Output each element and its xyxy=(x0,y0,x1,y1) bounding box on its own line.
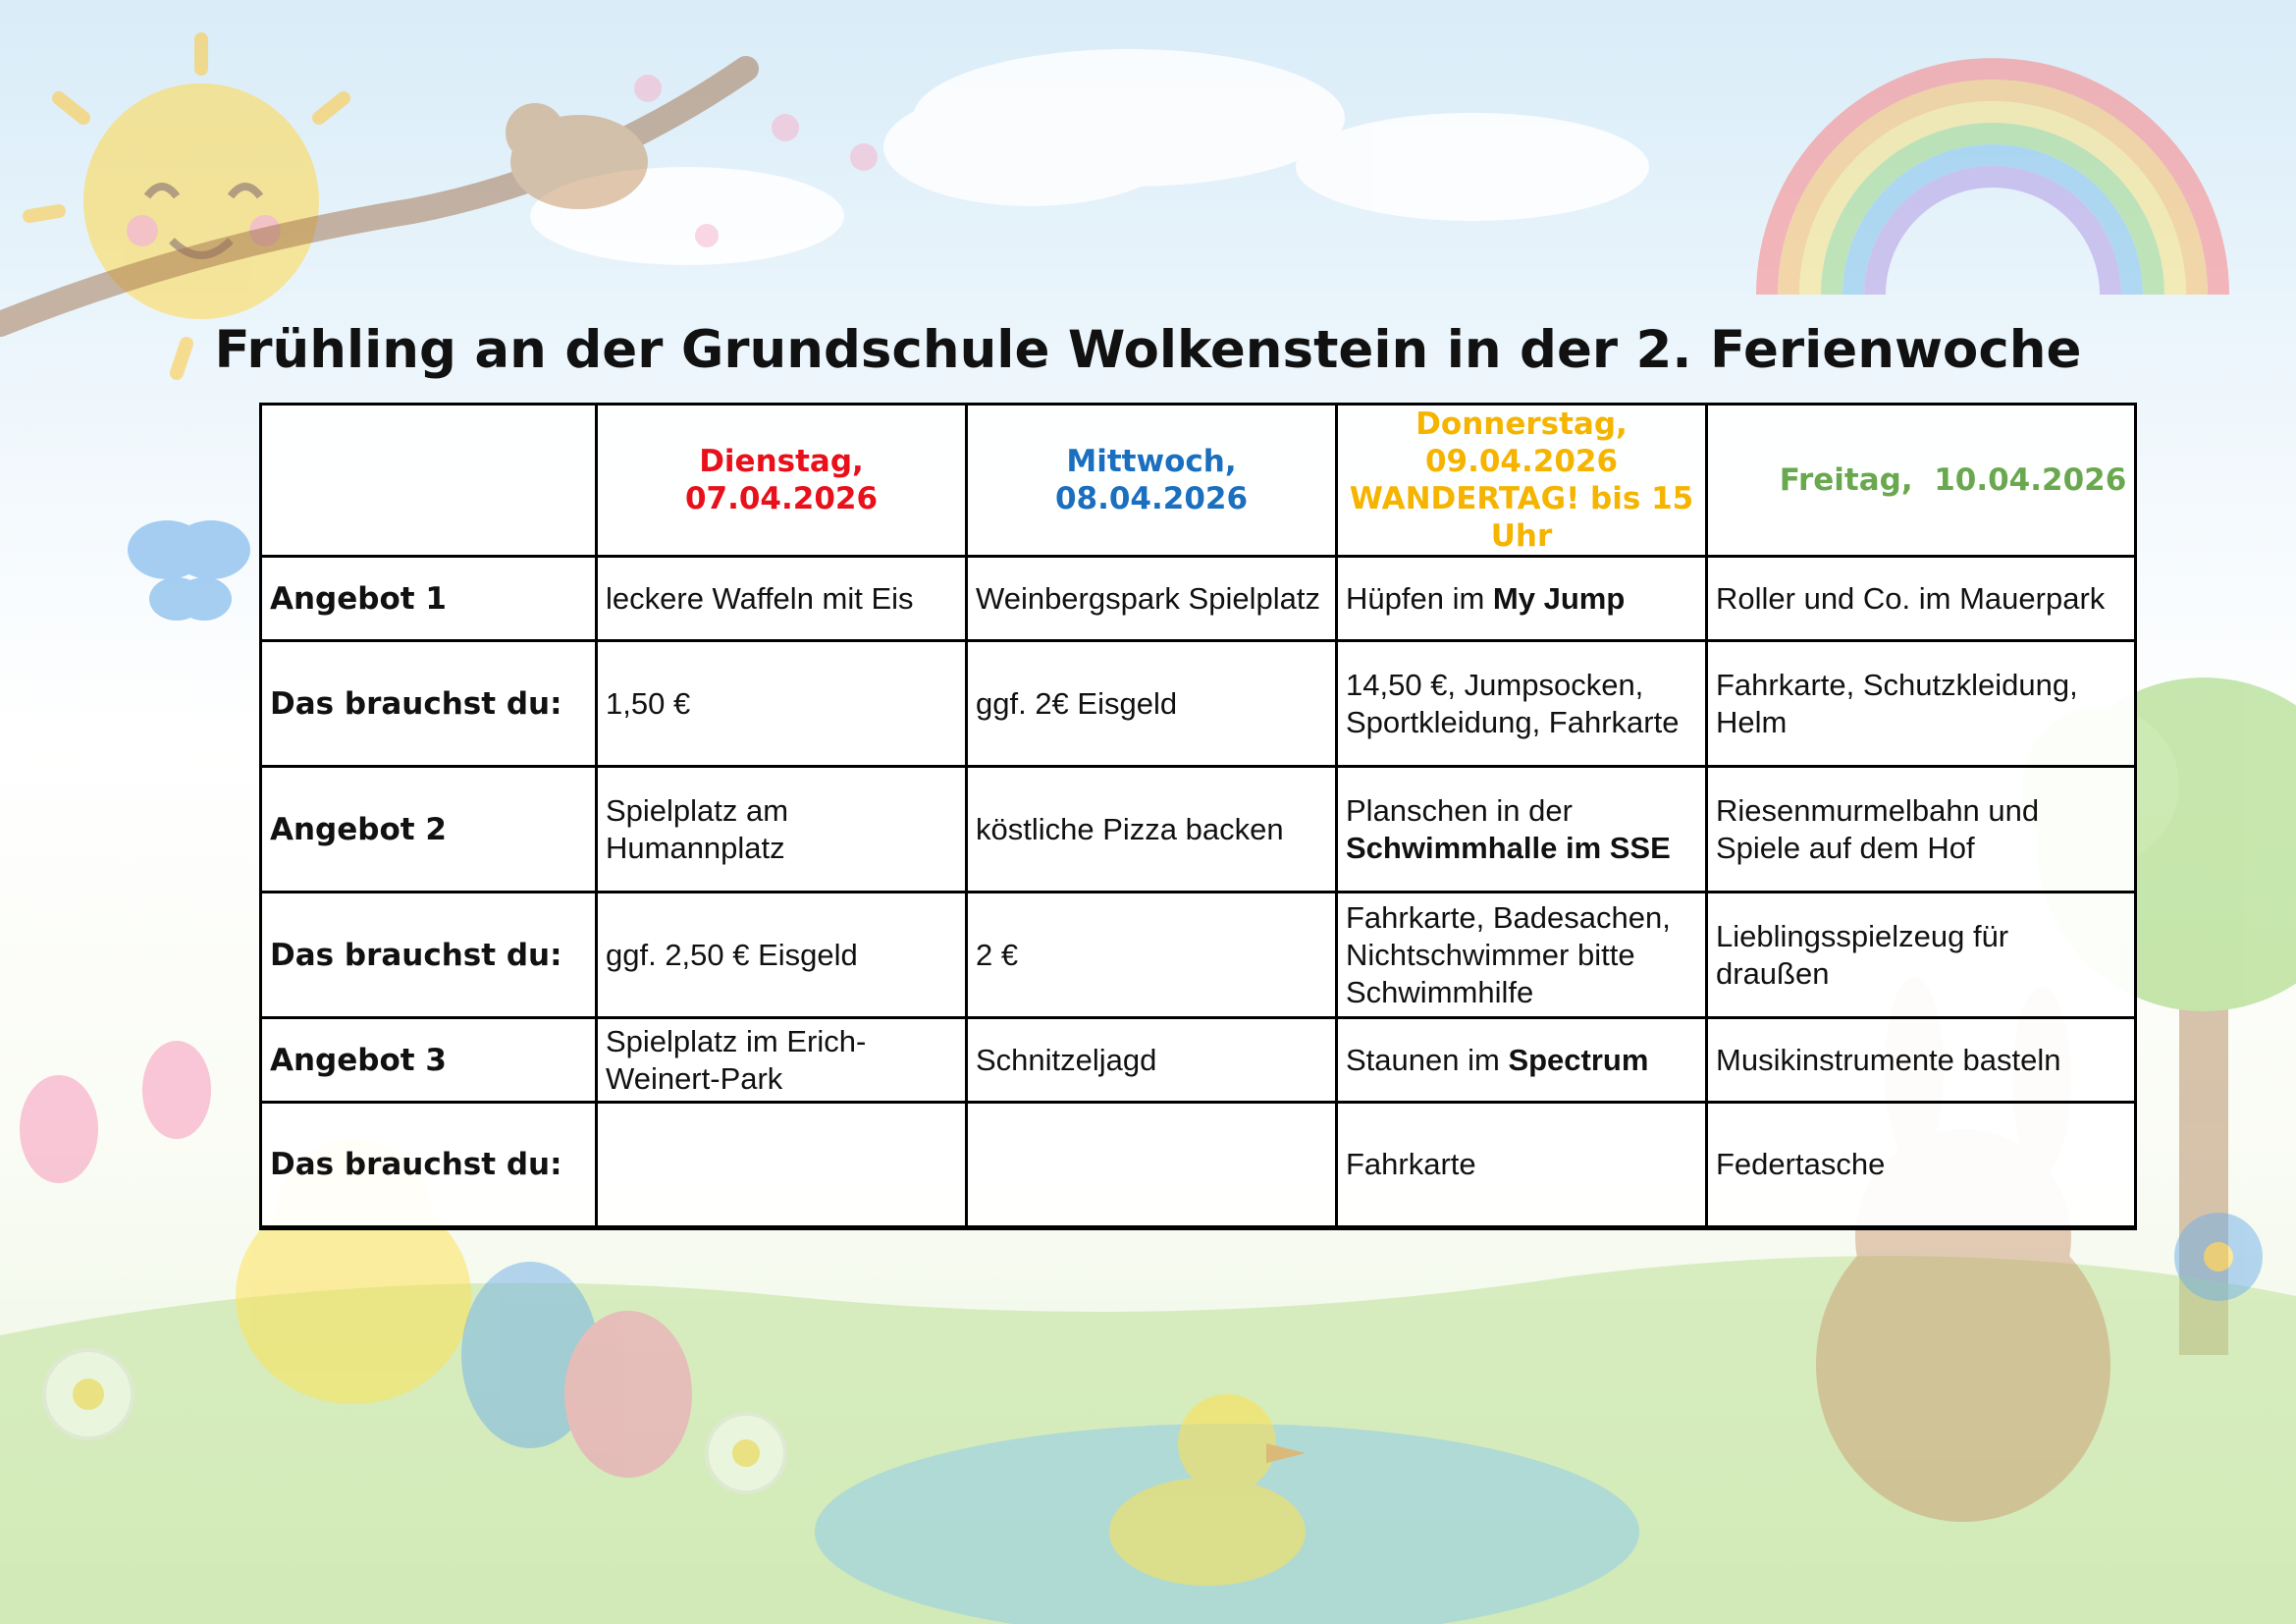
table-cell: leckere Waffeln mit Eis xyxy=(597,557,967,641)
table-row-angebot-3 xyxy=(261,1018,2136,1103)
table-row-needs-3 xyxy=(261,1103,2136,1228)
table-cell: Spielplatz am Humannplatz xyxy=(597,767,967,893)
day-header-friday xyxy=(1707,405,2136,557)
table-cell: ggf. 2,50 € Eisgeld xyxy=(597,893,967,1018)
table-row-needs-2 xyxy=(261,893,2136,1018)
table-cell: 14,50 €, Jumpsocken, Sportkleidung, Fahrkarte xyxy=(1337,641,1707,767)
day-header-tuesday xyxy=(597,405,967,557)
table-cell xyxy=(1337,767,1707,893)
row-label: Das brauchst du: xyxy=(261,641,597,767)
row-label: Das brauchst du: xyxy=(261,1103,597,1228)
cell-text-bold: Schwimmhalle im SSE xyxy=(1346,830,1671,865)
day-header-note: WANDERTAG! bis 15 Uhr xyxy=(1349,481,1694,554)
table-cell: Roller und Co. im Mauerpark xyxy=(1707,557,2136,641)
table-cell: Spielplatz im Erich-Weinert-Park xyxy=(597,1018,967,1103)
butterfly-icon xyxy=(128,520,250,621)
table-cell: Federtasche xyxy=(1707,1103,2136,1228)
header-empty-cell xyxy=(261,405,597,557)
table-row-angebot-2 xyxy=(261,767,2136,893)
day-header-label: Dienstag, 07.04.2026 xyxy=(684,444,879,516)
table-cell: Fahrkarte, Schutzkleidung, Helm xyxy=(1707,641,2136,767)
cell-text-bold: Spectrum xyxy=(1508,1042,1649,1077)
table-cell: Weinbergspark Spielplatz xyxy=(967,557,1337,641)
cell-text: Planschen in der xyxy=(1346,792,1573,828)
row-label: Angebot 3 xyxy=(261,1018,597,1103)
row-label: Angebot 1 xyxy=(261,557,597,641)
table-cell: Schnitzeljagd xyxy=(967,1018,1337,1103)
day-header-wednesday xyxy=(967,405,1337,557)
table-cell: Riesenmurmelbahn und Spiele auf dem Hof xyxy=(1707,767,2136,893)
table-row-needs-1 xyxy=(261,641,2136,767)
table-cell xyxy=(967,1103,1337,1228)
cell-text-bold: My Jump xyxy=(1492,580,1626,616)
table-cell: Lieblingsspielzeug für draußen xyxy=(1707,893,2136,1018)
table-cell xyxy=(597,1103,967,1228)
page-title: Frühling an der Grundschule Wolkenstein in der 2. Ferienwoche xyxy=(214,320,2082,380)
row-label: Angebot 2 xyxy=(261,767,597,893)
row-label: Das brauchst du: xyxy=(261,893,597,1018)
day-header-thursday xyxy=(1337,405,1707,557)
table-cell: ggf. 2€ Eisgeld xyxy=(967,641,1337,767)
table-cell xyxy=(1337,1018,1707,1103)
schedule-table xyxy=(259,403,2137,1230)
table-cell: Fahrkarte, Badesachen, Nichtschwimmer bitte Schwimmhilfe xyxy=(1337,893,1707,1018)
table-row-angebot-1 xyxy=(261,557,2136,641)
day-header-label: Mittwoch, 08.04.2026 xyxy=(1054,444,1249,516)
table-cell: Musikinstrumente basteln xyxy=(1707,1018,2136,1103)
table-cell xyxy=(1337,557,1707,641)
cell-text: Staunen im xyxy=(1346,1042,1509,1077)
day-header-label: Freitag, 10.04.2026 xyxy=(1779,462,2127,498)
day-header-label: Donnerstag, 09.04.2026 xyxy=(1415,406,1628,479)
table-header-row xyxy=(261,405,2136,557)
table-cell: köstliche Pizza backen xyxy=(967,767,1337,893)
cell-text: Hüpfen im xyxy=(1346,580,1493,616)
table-cell: 1,50 € xyxy=(597,641,967,767)
rainbow-decoration xyxy=(1767,69,2218,295)
table-cell: Fahrkarte xyxy=(1337,1103,1707,1228)
table-cell: 2 € xyxy=(967,893,1337,1018)
